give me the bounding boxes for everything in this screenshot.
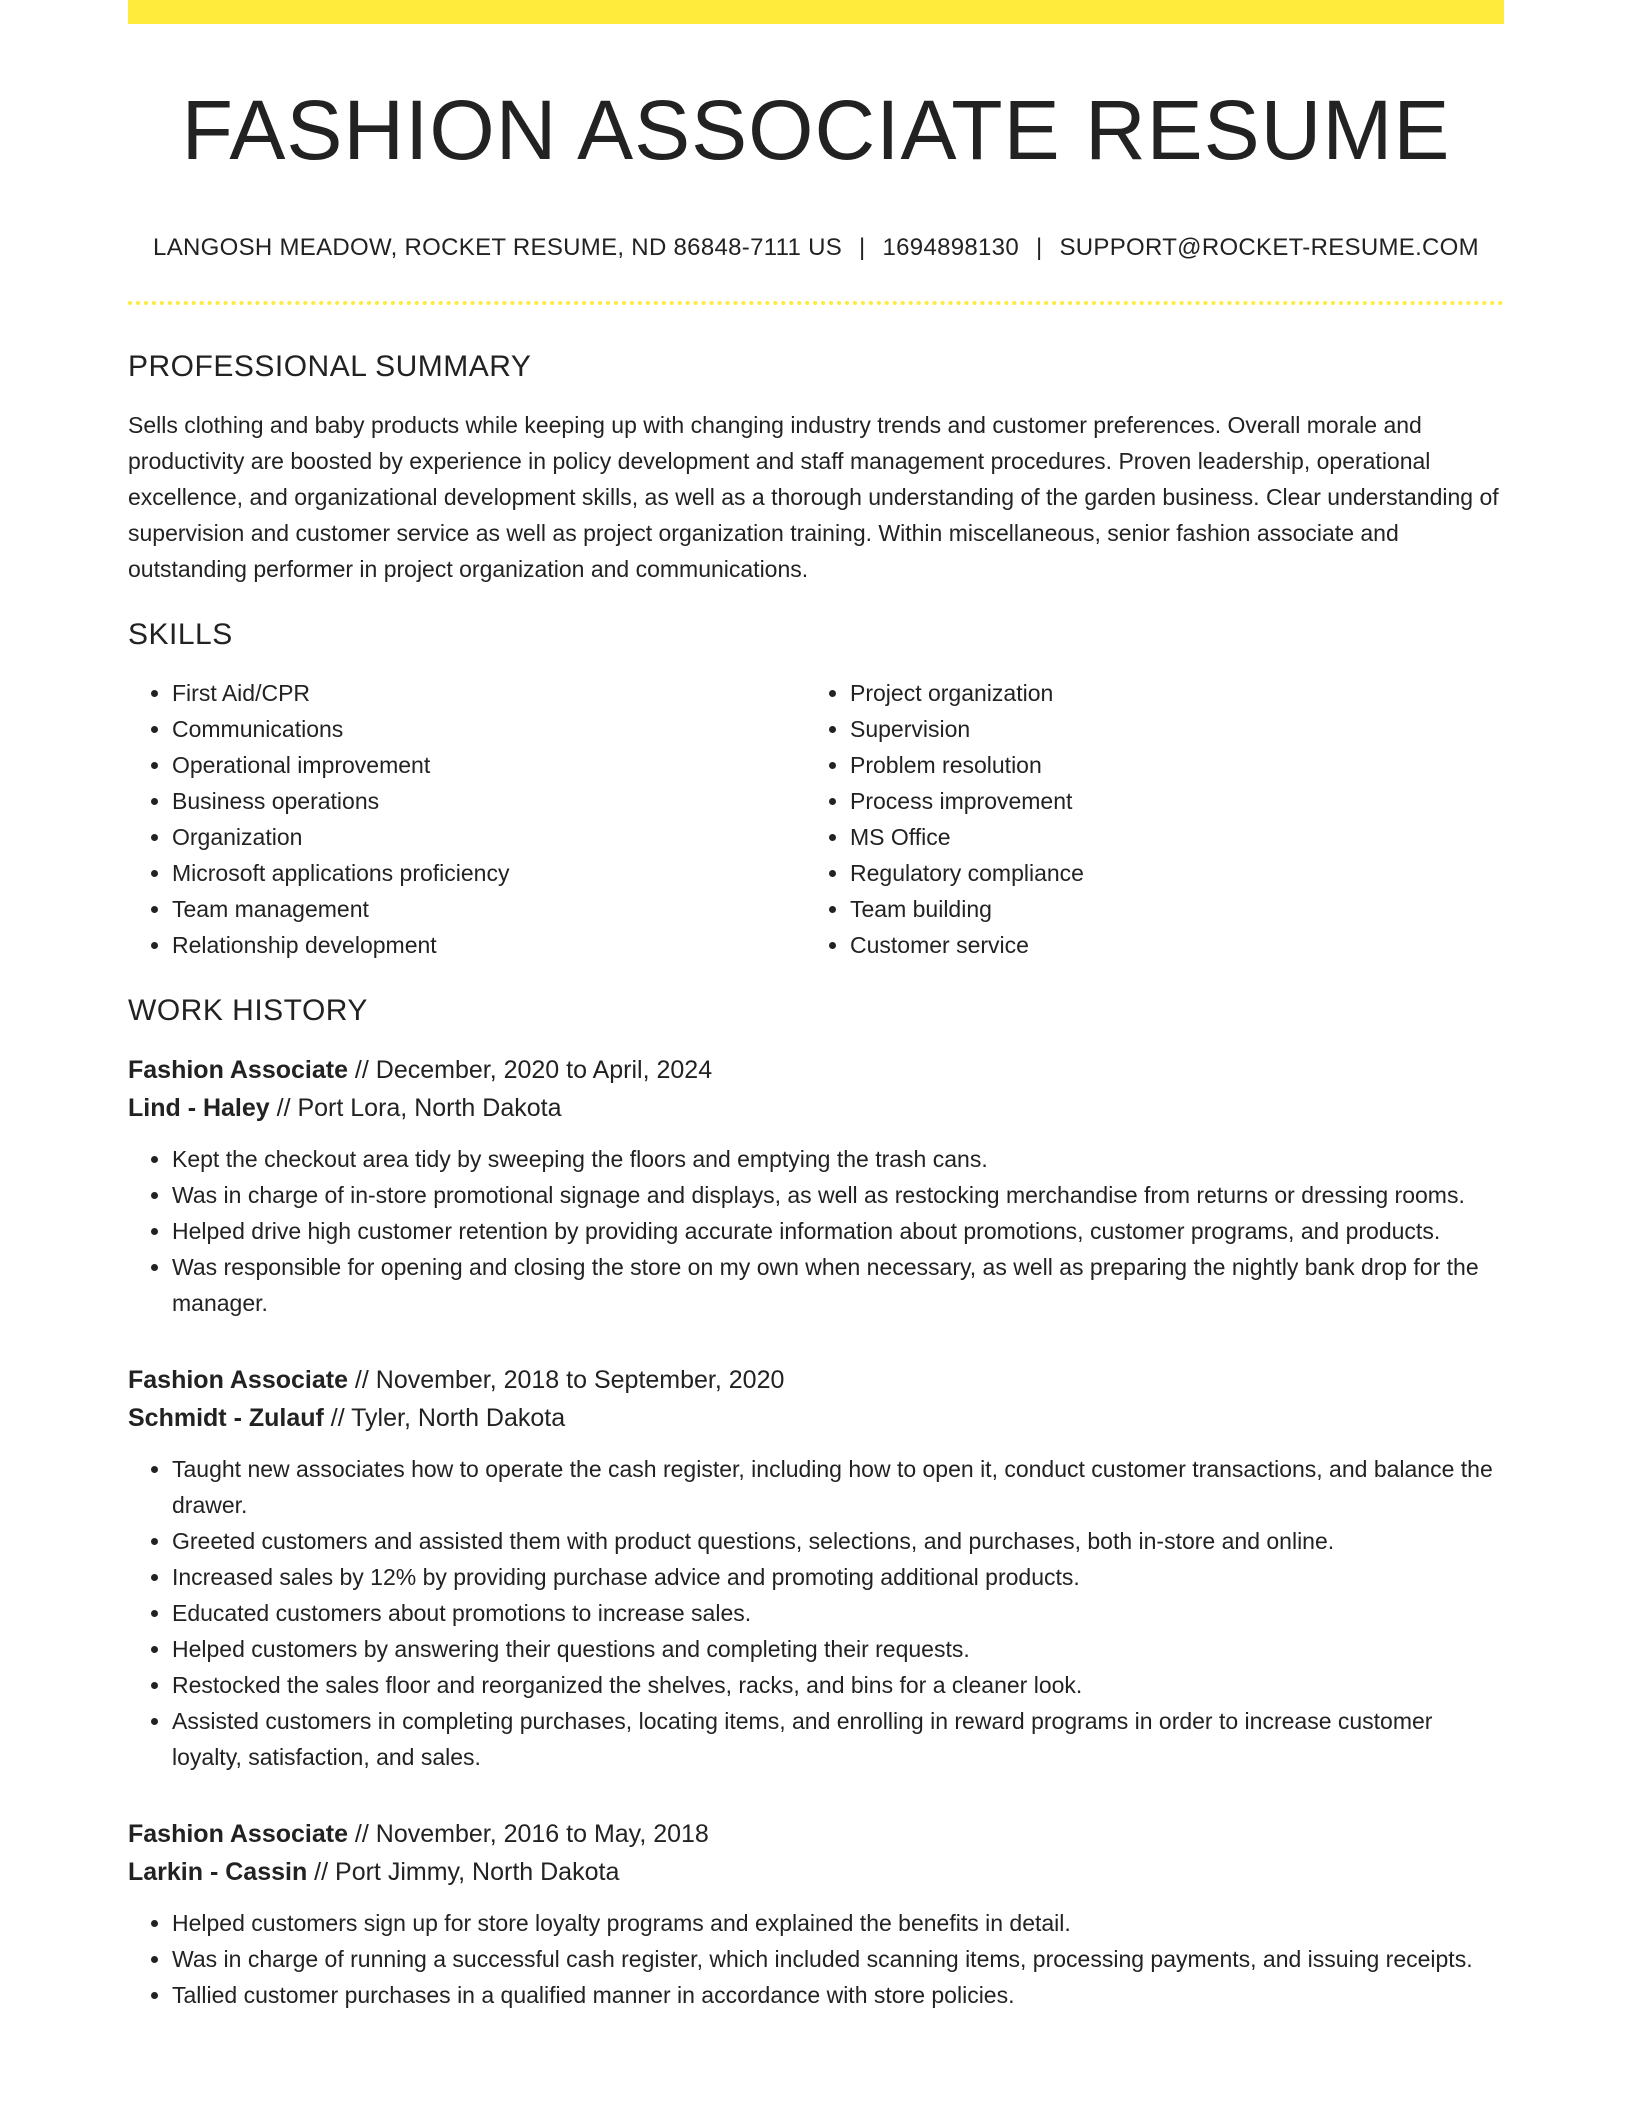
top-accent-bar	[128, 0, 1504, 24]
job-role: Fashion Associate	[128, 1056, 348, 1085]
job-duty-item: • Kept the checkout area tidy by sweeping the floors and emptying the trash cans.	[172, 1141, 1504, 1177]
skill-item: • Problem resolution	[850, 747, 1484, 783]
skills-grid	[128, 675, 1504, 963]
skill-item: • Project organization	[850, 675, 1484, 711]
skill-item: • MS Office	[850, 819, 1484, 855]
summary-heading: PROFESSIONAL SUMMARY	[128, 350, 532, 384]
job-company-line	[128, 1399, 1504, 1437]
skill-item: • First Aid/CPR	[172, 675, 806, 711]
skill-item: • Customer service	[850, 927, 1484, 963]
job-role: Fashion Associate	[128, 1366, 348, 1395]
skill-item: • Business operations	[172, 783, 806, 819]
contact-address: LANGOSH MEADOW, ROCKET RESUME, ND 86848-7111 US	[153, 234, 843, 262]
job-duty-item: • Taught new associates how to operate the cash register, including how to open it, conduct customer transactions, and balance the drawer.	[172, 1451, 1504, 1523]
contact-separator: |	[858, 234, 866, 262]
job-duty-item: • Tallied customer purchases in a qualified manner in accordance with store policies.	[172, 1977, 1504, 2013]
contact-email: SUPPORT@ROCKET-RESUME.COM	[1059, 234, 1479, 262]
job-duty-item: • Educated customers about promotions to increase sales.	[172, 1595, 1504, 1631]
job-dates: // November, 2018 to September, 2020	[347, 1366, 785, 1395]
job-duty-item: • Helped customers by answering their questions and completing their requests.	[172, 1631, 1504, 1667]
job-entry	[128, 1815, 1504, 2013]
job-duty-item: • Assisted customers in completing purchases, locating items, and enrolling in reward programs in order to increase customer loyalty, satisfaction, and sales.	[172, 1703, 1504, 1775]
skills-heading: SKILLS	[128, 618, 233, 652]
job-duty-item: • Was in charge of in-store promotional signage and displays, as well as restocking merchandise from returns or dressing rooms.	[172, 1177, 1504, 1213]
job-company: Larkin - Cassin	[128, 1858, 308, 1887]
skill-item: • Team management	[172, 891, 806, 927]
job-role: Fashion Associate	[128, 1820, 348, 1849]
skill-item: • Team building	[850, 891, 1484, 927]
job-dates: // November, 2016 to May, 2018	[347, 1820, 709, 1849]
job-company-line	[128, 1853, 1504, 1891]
skill-item: • Process improvement	[850, 783, 1484, 819]
job-duties-list	[128, 1451, 1504, 1775]
skill-item: • Regulatory compliance	[850, 855, 1484, 891]
contact-line	[128, 234, 1504, 263]
job-duty-item: • Helped drive high customer retention by providing accurate information about promotions, customer programs, and products.	[172, 1213, 1504, 1249]
job-entry	[128, 1051, 1504, 1321]
skill-item: • Microsoft applications proficiency	[172, 855, 806, 891]
job-duty-item: • Restocked the sales floor and reorganized the shelves, racks, and bins for a cleaner look.	[172, 1667, 1504, 1703]
job-location: // Port Jimmy, North Dakota	[307, 1858, 620, 1887]
job-company: Schmidt - Zulauf	[128, 1404, 324, 1433]
job-company-line	[128, 1089, 1504, 1127]
job-duty-item: • Was responsible for opening and closing the store on my own when necessary, as well as preparing the nightly bank drop for the manager.	[172, 1249, 1504, 1321]
job-duties-list	[128, 1141, 1504, 1321]
resume-page	[128, 0, 1504, 2013]
job-title-line	[128, 1051, 1504, 1089]
work-history-list	[128, 1051, 1504, 2013]
job-duties-list	[128, 1905, 1504, 2013]
job-location: // Port Lora, North Dakota	[269, 1094, 562, 1123]
skill-item: • Relationship development	[172, 927, 806, 963]
skill-item: • Supervision	[850, 711, 1484, 747]
contact-phone: 1694898130	[882, 234, 1019, 262]
job-entry	[128, 1361, 1504, 1775]
job-duty-item: • Helped customers sign up for store loyalty programs and explained the benefits in detail.	[172, 1905, 1504, 1941]
job-duty-item: • Was in charge of running a successful cash register, which included scanning items, processing payments, and issuing receipts.	[172, 1941, 1504, 1977]
summary-text: Sells clothing and baby products while keeping up with changing industry trends and customer preferences. Overall morale and productivity are boosted by experience in policy development and staff management procedures. Proven leadership, operational excellence, and organizational development skills, as well as a thorough understanding of the garden business. Clear understanding of supervision and customer service as well as project organization training. Within miscellaneous, senior fashion associate and outstanding performer in project organization and communications.	[128, 412, 1499, 583]
job-duty-item: • Greeted customers and assisted them with product questions, selections, and purchases, both in-store and online.	[172, 1523, 1504, 1559]
job-dates: // December, 2020 to April, 2024	[347, 1056, 713, 1085]
skill-item: • Operational improvement	[172, 747, 806, 783]
job-title-line	[128, 1361, 1504, 1399]
skills-column-right	[806, 675, 1484, 963]
resume-title: FASHION ASSOCIATE RESUME	[181, 83, 1451, 177]
skill-item: • Organization	[172, 819, 806, 855]
contact-separator: |	[1035, 234, 1043, 262]
job-duty-item: • Increased sales by 12% by providing purchase advice and promoting additional products.	[172, 1559, 1504, 1595]
skill-item: • Communications	[172, 711, 806, 747]
work-history-heading: WORK HISTORY	[128, 994, 368, 1028]
dotted-divider	[128, 301, 1504, 305]
job-company: Lind - Haley	[128, 1094, 270, 1123]
job-location: // Tyler, North Dakota	[323, 1404, 566, 1433]
skills-column-left	[128, 675, 806, 963]
job-title-line	[128, 1815, 1504, 1853]
